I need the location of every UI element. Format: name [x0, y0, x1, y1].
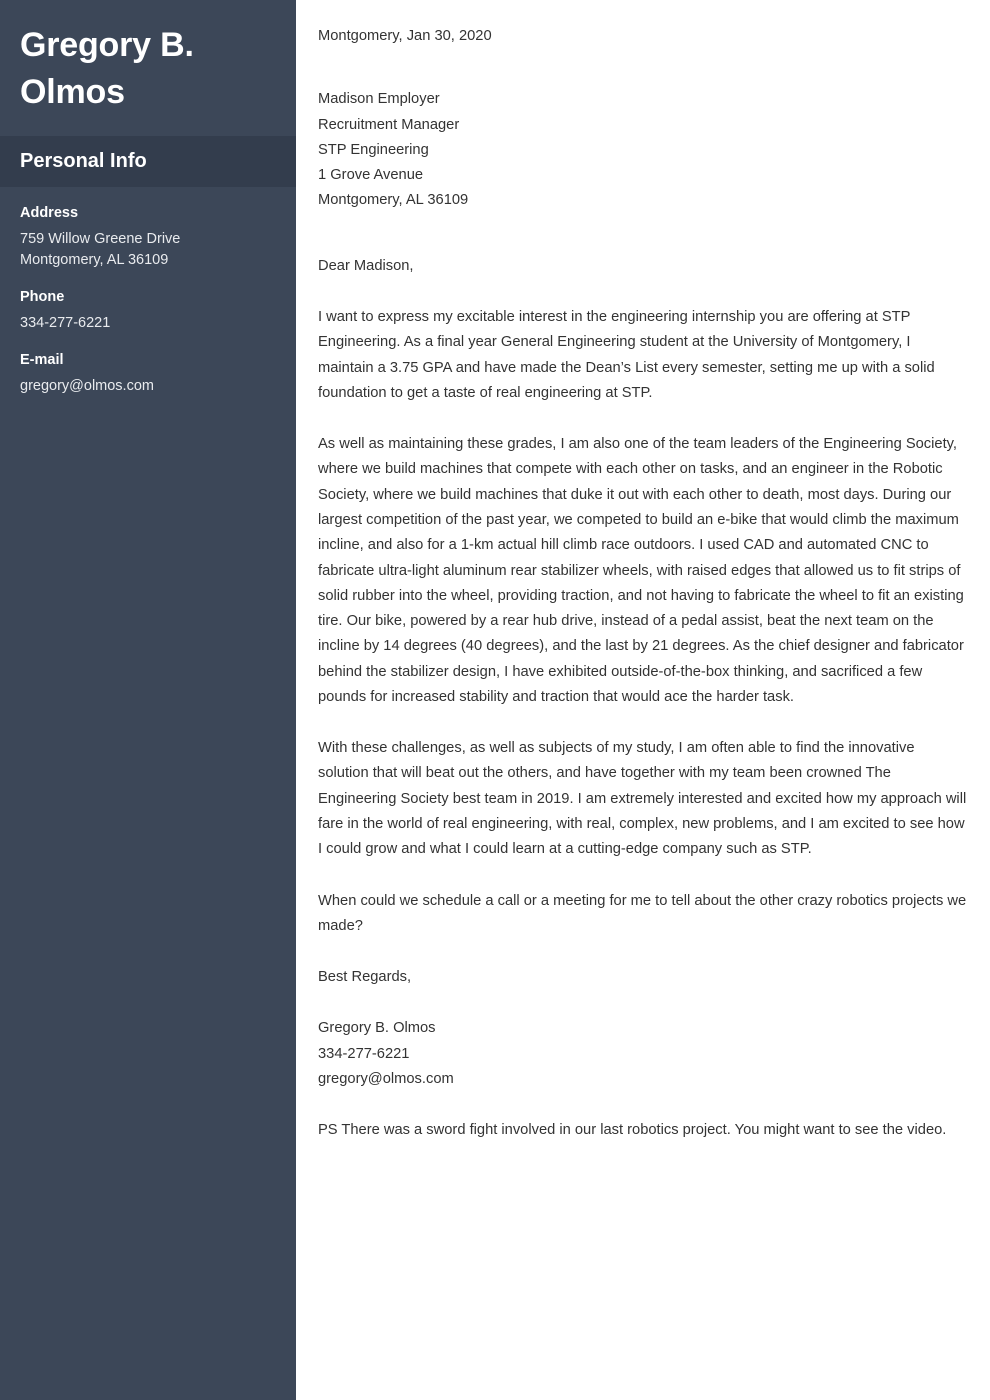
- letter-paragraph: As well as maintaining these grades, I am also one of the team leaders of the Engineering Society, where we build machines that compete with each other on tasks, and an engineer in the Robotic Society, where we build machines that duke it out with each other to death, most days. During our largest competition of the past year, we competed to build an e-bike that would climb the maximum incline, and also for a 1-km actual hill climb race outdoors. I used CAD and automated CNC to fabricate ultra-light aluminum rear stabilizer wheels, with raised edges that allowed us to fit strips of solid rubber into the wheel, providing traction, and not having to fabricate the wheel to fit an existing tire. Our bike, powered by a rear hub drive, instead of a pedal assist, beat the next team on the incline by 14 degrees (40 degrees), and the last by 21 degrees. As the chief designer and fabricator behind the stabilizer design, I have exhibited outside-of-the-box thinking, and sacrificed a few pounds for increased stability and traction that would ace the harder task.: [318, 436, 964, 705]
- phone-value: 334-277-6221: [20, 314, 111, 331]
- recipient-city: Montgomery, AL 36109: [318, 192, 469, 209]
- address-line-1: 759 Willow Greene Drive: [20, 230, 181, 247]
- address-label: Address: [20, 204, 79, 221]
- signature-phone: 334-277-6221: [318, 1045, 410, 1062]
- closing-line: Best Regards,: [318, 969, 412, 986]
- spacer-after-salutation: [318, 279, 968, 305]
- address-line-2: Montgomery, AL 36109: [20, 251, 169, 268]
- spacer-after-date: [318, 49, 968, 87]
- recipient-block: [318, 87, 968, 213]
- salutation: Dear Madison,: [318, 257, 414, 274]
- address-block: [20, 205, 276, 271]
- letter-body: [296, 0, 990, 1400]
- postscript: PS There was a sword fight involved in our last robotics project. You might want to see the video.: [318, 1122, 947, 1139]
- spacer-after-recipient: [318, 214, 968, 254]
- recipient-street: 1 Grove Avenue: [318, 167, 424, 184]
- email-label: E-mail: [20, 351, 64, 368]
- recipient-name: Madison Employer: [318, 91, 440, 108]
- closing-block: [318, 965, 968, 990]
- personal-info-body: [0, 187, 296, 397]
- recipient-company: STP Engineering: [318, 141, 429, 158]
- phone-block: [20, 289, 276, 334]
- sidebar: [0, 0, 296, 1400]
- email-block: [20, 352, 276, 397]
- signature-email[interactable]: gregory@olmos.com: [318, 1071, 454, 1087]
- candidate-name: Gregory B. Olmos: [20, 26, 194, 111]
- letter-paragraph: With these challenges, as well as subjects of my study, I am often able to find the innovative solution that will beat out the others, and have together with my team been crowned The Engineering Society best team in 2019. I am extremely interested and excited how my approach will fare in the world of real engineering, with real, complex, new problems, and I am excited to see how I could grow and what I could learn at a cutting-edge company such as STP.: [318, 740, 967, 858]
- letter-date: Montgomery, Jan 30, 2020: [318, 28, 492, 44]
- email-value[interactable]: gregory@olmos.com: [20, 377, 154, 394]
- recipient-title: Recruitment Manager: [318, 116, 460, 133]
- personal-info-heading: Personal Info: [0, 136, 296, 187]
- signature-name: Gregory B. Olmos: [318, 1020, 436, 1037]
- letter-paragraph: I want to express my excitable interest in the engineering internship you are offering at STP Engineering. As a final year General Engineering student at the University of Montgomery, I maintain a 3.75 GPA and have made the Dean’s List every semester, setting me up with a solid foundation to get a taste of real engineering at STP.: [318, 308, 935, 401]
- signature-block: [318, 1016, 968, 1092]
- letter-paragraph: When could we schedule a call or a meeting for me to tell about the other crazy robotics projects we made?: [318, 892, 967, 934]
- phone-label: Phone: [20, 288, 65, 305]
